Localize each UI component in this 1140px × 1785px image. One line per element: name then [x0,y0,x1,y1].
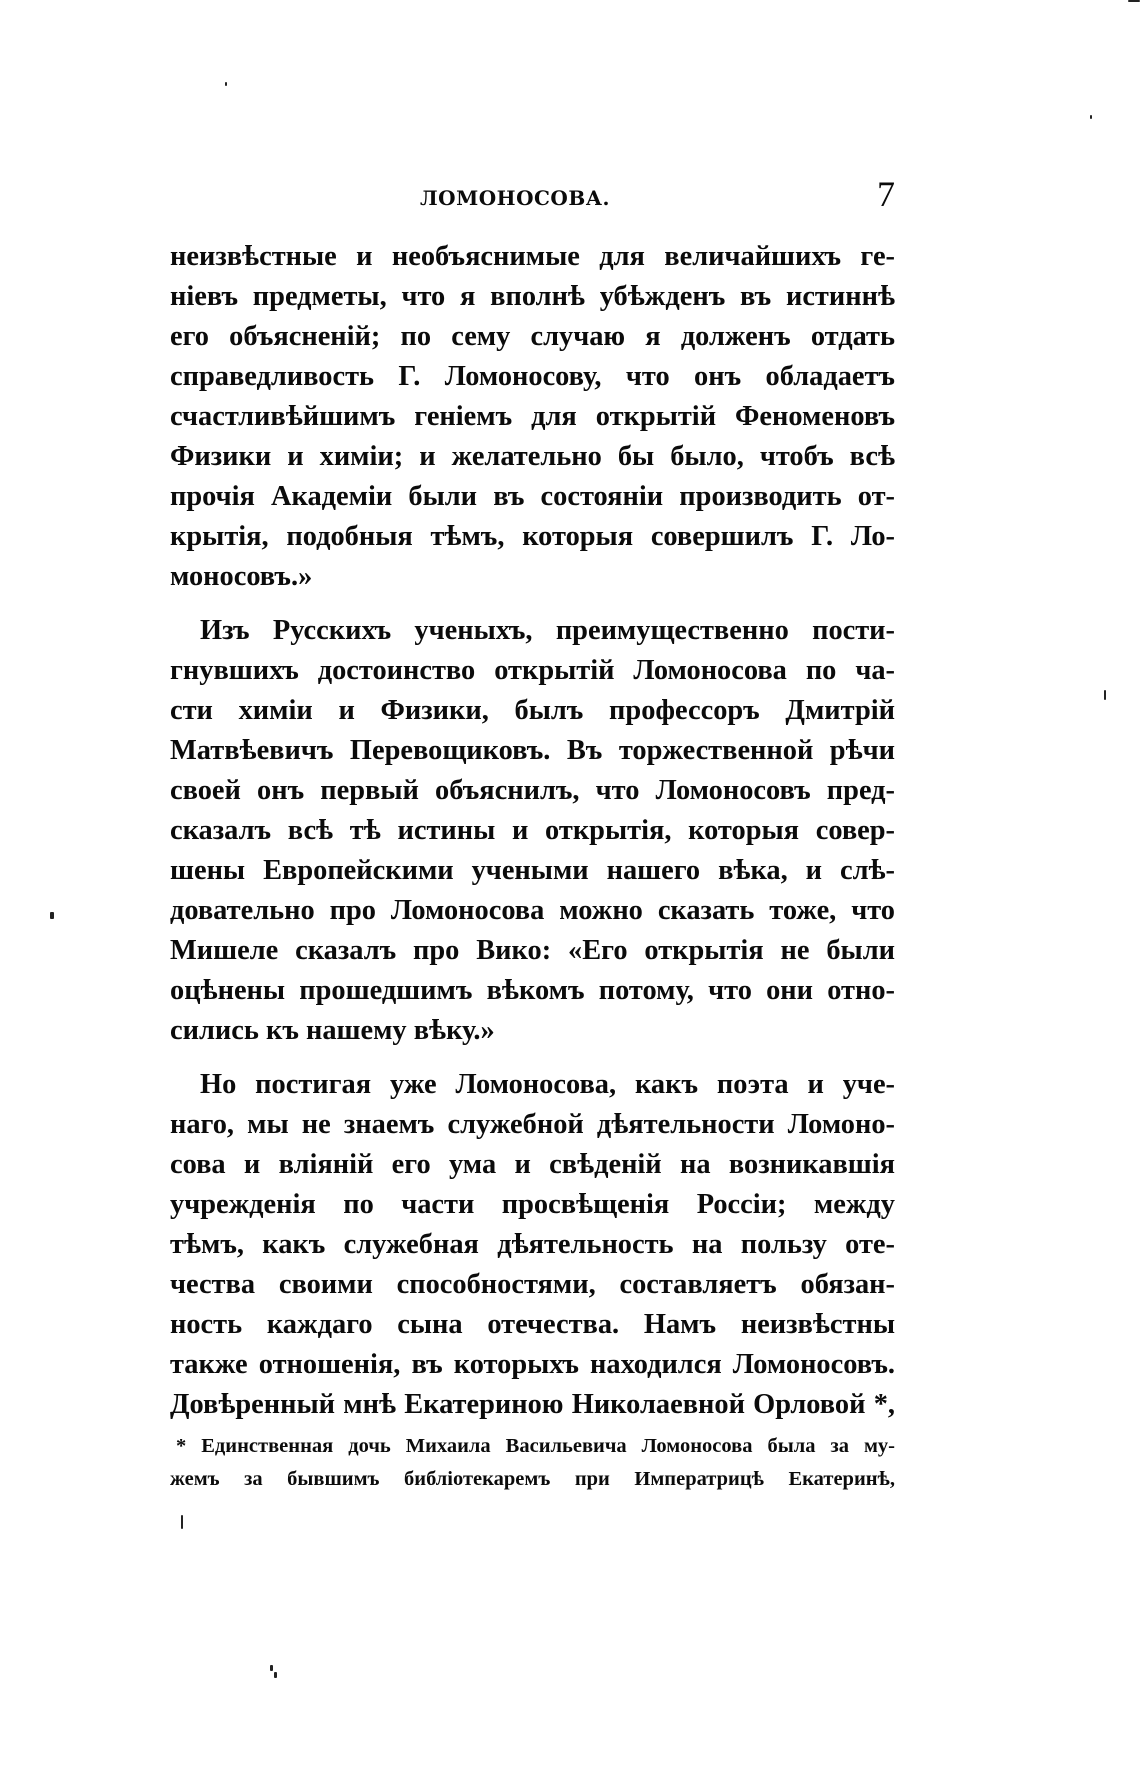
text-line: счастливѣйшимъ геніемъ для открытій Феноменовъ [170,401,895,432]
text-line: сова и вліяній его ума и свѣденій на возникавшія [170,1149,895,1180]
scan-speck [274,1672,277,1678]
text-line: Изъ Русскихъ ученыхъ, преимущественно пости- [200,615,895,646]
footnote-line: * Единственная дочь Михаила Васильевича Ломоносова была за му- [176,1435,895,1457]
footnote-line: жемъ за бывшимъ библіотекаремъ при Императрицѣ Екатеринѣ, [170,1468,895,1490]
text-line: Физики и химіи; и желательно бы было, чтобъ всѣ [170,441,895,472]
running-title: ЛОМОНОСОВА. [420,186,610,210]
body-text [170,237,895,1425]
text-line: шены Европейскими учеными нашего вѣка, и слѣ- [170,855,895,886]
text-line: моносовъ.» [170,561,313,592]
footnote [170,1430,895,1496]
page-header [170,176,895,216]
text-line: также отношенія, въ которыхъ находился Ломоносовъ. [170,1349,895,1380]
text-line: сказалъ всѣ тѣ истины и открытія, которыя совер- [170,815,895,846]
text-line: сились къ нашему вѣку.» [170,1015,495,1046]
text-line: Матвѣевичъ Перевощиковъ. Въ торжественной рѣчи [170,735,895,766]
scan-speck [1090,115,1092,119]
scan-speck [270,1665,273,1671]
text-line: чества своими способностями, составляетъ обязан- [170,1269,895,1300]
text-line: неизвѣстные и необъяснимые для величайшихъ ге- [170,241,895,272]
text-line: ность каждаго сына отечества. Намъ неизвѣстны [170,1309,895,1340]
page-number: 7 [877,174,895,214]
scan-speck [1128,0,1140,2]
text-line: Довѣренный мнѣ Екатериною Николаевной Орловой *, [170,1389,895,1420]
paragraph [170,611,895,1051]
text-line: гнувшихъ достоинство открытій Ломоносова по ча- [170,655,895,686]
text-line: довательно про Ломоносова можно сказать тоже, что [170,895,895,926]
text-line: Мишеле сказалъ про Вико: «Его открытія не были [170,935,895,966]
text-line: ніевъ предметы, что я вполнѣ убѣжденъ въ истиннѣ [170,281,895,312]
text-line: его объясненій; по сему случаю я долженъ отдать [170,321,895,352]
scan-speck [225,82,227,86]
text-line: наго, мы не знаемъ служебной дѣятельности Ломоно- [170,1109,895,1140]
text-line: Но постигая уже Ломоносова, какъ поэта и уче- [200,1069,895,1100]
text-line: учрежденія по части просвѣщенія Россіи; между [170,1189,895,1220]
scan-speck [181,1515,183,1529]
paragraph [170,1065,895,1425]
text-line: прочія Академіи были въ состояніи производить от- [170,481,895,512]
text-line: сти химіи и Физики, былъ профессоръ Дмитрій [170,695,895,726]
text-line: оцѣнены прошедшимъ вѣкомъ потому, что они отно- [170,975,895,1006]
scan-speck [50,912,54,919]
text-line: крытія, подобныя тѣмъ, которыя совершилъ Г. Ло- [170,521,895,552]
scan-speck [1104,690,1106,700]
text-line: тѣмъ, какъ служебная дѣятельность на пользу оте- [170,1229,895,1260]
text-line: своей онъ первый объяснилъ, что Ломоносовъ пред- [170,775,895,806]
text-line: справедливость Г. Ломоносову, что онъ обладаетъ [170,361,895,392]
paragraph [170,237,895,597]
